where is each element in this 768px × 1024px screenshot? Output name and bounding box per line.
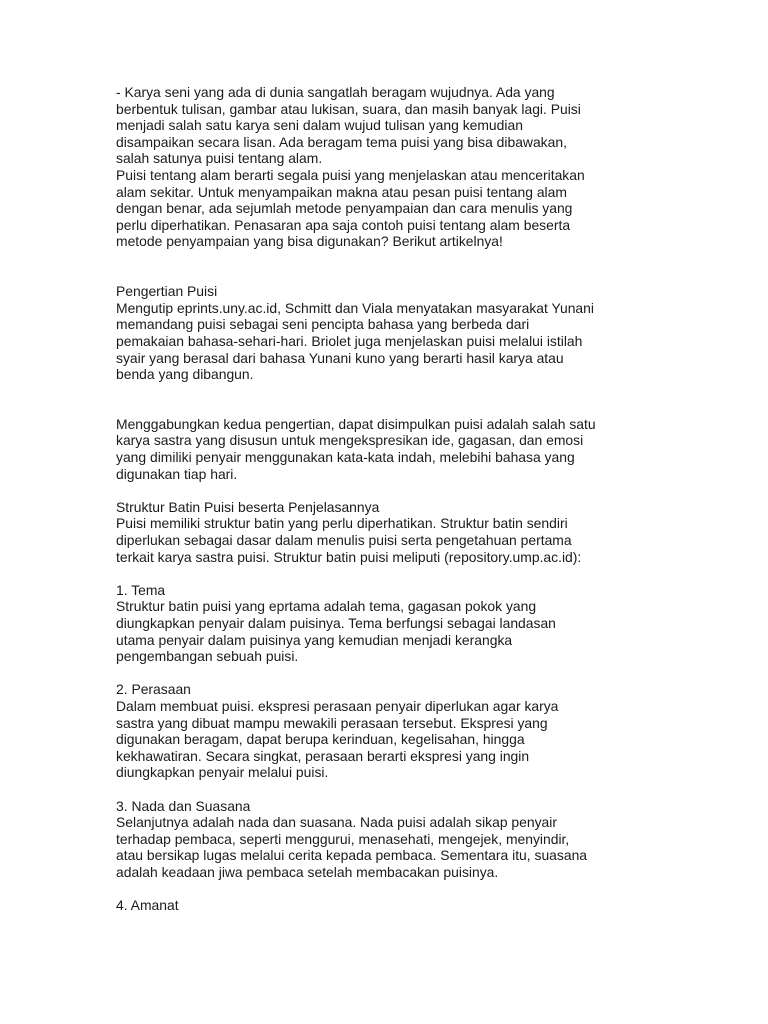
blank-space bbox=[116, 881, 656, 898]
text-line: metode penyampaian yang bisa digunakan? Berikut artikelnya! bbox=[116, 233, 503, 250]
item-title: 3. Nada dan Suasana bbox=[116, 797, 251, 814]
text-line: terkait karya sastra puisi. Struktur batin puisi meliputi (repository.ump.ac.id): bbox=[116, 548, 582, 565]
document-page bbox=[116, 84, 656, 914]
text-line: terhadap pembaca, seperti menggurui, menasehati, mengejek, menyindir, bbox=[116, 830, 570, 847]
section-heading: Pengertian Puisi bbox=[116, 283, 218, 300]
text-line: kekhawatiran. Secara singkat, perasaan berarti ekspresi yang ingin bbox=[116, 747, 530, 764]
text-line: utama penyair dalam puisinya yang kemudian menjadi kerangka bbox=[116, 631, 513, 648]
conclusion-paragraph bbox=[116, 416, 656, 482]
text-line: sastra yang dibuat mampu mewakili perasaan tersebut. Ekspresi yang bbox=[116, 714, 548, 731]
text-line: Menggabungkan kedua pengertian, dapat disimpulkan puisi adalah salah satu bbox=[116, 415, 596, 432]
intro-paragraph bbox=[116, 84, 656, 250]
item-title: 4. Amanat bbox=[116, 897, 179, 914]
blank-space bbox=[116, 250, 656, 283]
text-line: Puisi tentang alam berarti segala puisi yang menjelaskan atau menceritakan bbox=[116, 166, 585, 183]
item-nada-suasana bbox=[116, 798, 656, 881]
text-line: digunakan beragam, dapat berupa kerinduan, kegelisahan, hingga bbox=[116, 731, 525, 748]
blank-space bbox=[116, 665, 656, 682]
text-line: dengan benar, ada sejumlah metode penyampaian dan cara menulis yang bbox=[116, 200, 573, 217]
blank-space bbox=[116, 482, 656, 499]
text-line: pengembangan sebuah puisi. bbox=[116, 648, 299, 665]
text-line: memandang puisi sebagai seni pencipta bahasa yang berbeda dari bbox=[116, 316, 530, 333]
text-line: adalah keadaan jiwa pembaca setelah membacakan puisinya. bbox=[116, 863, 499, 880]
text-line: perlu diperhatikan. Penasaran apa saja contoh puisi tentang alam beserta bbox=[116, 216, 571, 233]
text-line: salah satunya puisi tentang alam. bbox=[116, 150, 323, 167]
text-line: digunakan tiap hari. bbox=[116, 465, 238, 482]
blank-space bbox=[116, 781, 656, 798]
text-line: - Karya seni yang ada di dunia sangatlah beragam wujudnya. Ada yang bbox=[116, 84, 555, 100]
text-line: yang dimiliki penyair menggunakan kata-kata indah, melebihi bahasa yang bbox=[116, 449, 575, 466]
text-line: syair yang berasal dari bahasa Yunani kuno yang berarti hasil karya atau bbox=[116, 349, 564, 366]
blank-space bbox=[116, 383, 656, 416]
text-line: pemakaian bahasa-sehari-hari. Briolet juga menjelaskan puisi melalui istilah bbox=[116, 332, 583, 349]
text-line: Mengutip eprints.uny.ac.id, Schmitt dan Viala menyatakan masyarakat Yunani bbox=[116, 299, 594, 316]
text-line: berbentuk tulisan, gambar atau lukisan, suara, dan masih banyak lagi. Puisi bbox=[116, 100, 581, 117]
text-line: disampaikan secara lisan. Ada beragam tema puisi yang bisa dibawakan, bbox=[116, 133, 567, 150]
section-pengertian bbox=[116, 283, 656, 383]
section-heading: Struktur Batin Puisi beserta Penjelasannya bbox=[116, 498, 380, 515]
text-line: diperlukan sebagai dasar dalam menulis puisi serta pengetahuan pertama bbox=[116, 532, 572, 549]
text-line: benda yang dibangun. bbox=[116, 366, 254, 383]
text-line: karya sastra yang disusun untuk mengekspresikan ide, gagasan, dan emosi bbox=[116, 432, 584, 449]
text-line: Dalam membuat puisi. ekspresi perasaan penyair diperlukan agar karya bbox=[116, 697, 559, 714]
blank-space bbox=[116, 565, 656, 582]
item-amanat bbox=[116, 897, 656, 914]
text-line: Struktur batin puisi yang eprtama adalah tema, gagasan pokok yang bbox=[116, 598, 537, 615]
text-line: atau bersikap lugas melalui cerita kepada pembaca. Sementara itu, suasana bbox=[116, 847, 588, 864]
text-line: diungkapkan penyair melalui puisi. bbox=[116, 764, 329, 781]
section-struktur bbox=[116, 499, 656, 565]
item-title: 1. Tema bbox=[116, 581, 166, 598]
item-title: 2. Perasaan bbox=[116, 681, 191, 698]
text-line: diungkapkan penyair dalam puisinya. Tema berfungsi sebagai landasan bbox=[116, 615, 556, 631]
text-line: Selanjutnya adalah nada dan suasana. Nada puisi adalah sikap penyair bbox=[116, 814, 557, 831]
text-line: menjadi salah satu karya seni dalam wujud tulisan yang kemudian bbox=[116, 117, 523, 134]
text-line: alam sekitar. Untuk menyampaikan makna atau pesan puisi tentang alam bbox=[116, 183, 567, 200]
item-perasaan bbox=[116, 681, 656, 781]
item-tema bbox=[116, 582, 656, 665]
text-line: Puisi memiliki struktur batin yang perlu diperhatikan. Struktur batin sendiri bbox=[116, 515, 568, 532]
